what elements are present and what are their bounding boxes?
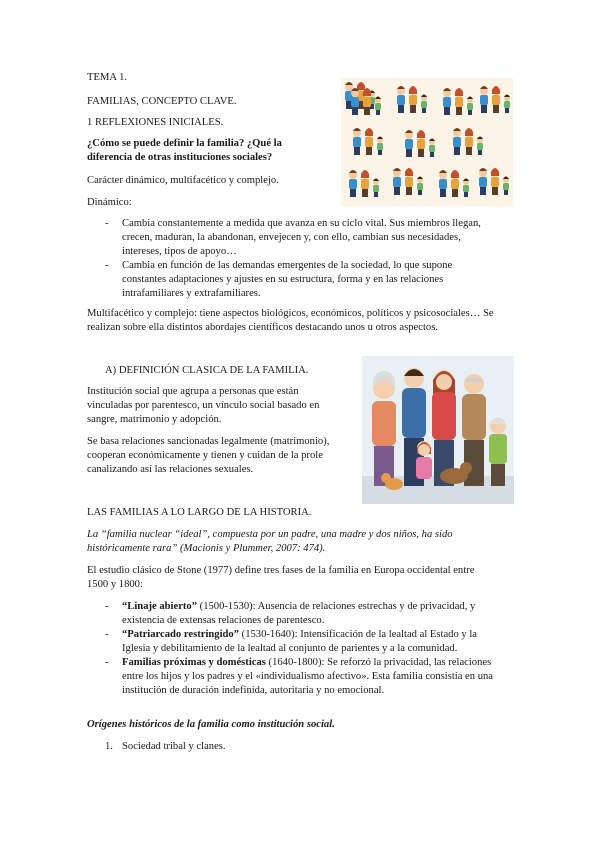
fase-line: institución de duración indefinida, autoritaria y no emocional. bbox=[122, 685, 385, 696]
list-bullet: - bbox=[105, 601, 109, 612]
list-item-line: crecen, maduran, la abandonan, envejecen y, con ello, cambian sus necesidades, bbox=[122, 232, 461, 243]
quote-line-2: históricamente rara” (Macionis y Plummer, 2007: 474). bbox=[87, 543, 326, 554]
list-bullet: - bbox=[105, 218, 109, 229]
definicion-line: Se basa relaciones sancionadas legalmente (matrimonio), bbox=[87, 436, 330, 447]
fase-name: “Patriarcado restringido” bbox=[122, 629, 240, 640]
definicion-line: canalizando así las relaciones sexuales. bbox=[87, 464, 254, 475]
fase-desc: (1640-1800): Se reforzó la privacidad, las relaciones bbox=[265, 657, 492, 668]
list-number: 1. bbox=[105, 741, 113, 752]
stone-line-2: 1500 y 1800: bbox=[87, 579, 143, 590]
multifacetico-line-2: realizan sobre ella distintos abordajes científicos destacando unos u otros aspectos. bbox=[87, 322, 438, 333]
dinamico-label: Dinámico: bbox=[87, 197, 132, 208]
fase-desc: (1530-1640): Intensificación de la lealtad al Estado y la bbox=[239, 629, 477, 640]
origenes-item: Sociedad tribal y clanes. bbox=[122, 741, 226, 752]
list-bullet: - bbox=[105, 657, 109, 668]
list-item-line: Cambia constantemente a medida que avanza en su ciclo vital. Sus miembros llegan, bbox=[122, 218, 481, 229]
multifacetico-line-1: Multifacético y complejo: tiene aspectos biológicos, económicos, políticos y psicosociales… Se bbox=[87, 308, 494, 319]
tema-label: TEMA 1. bbox=[87, 72, 128, 83]
list-item-line: Cambia en función de las demandas emergentes de la sociedad, lo que supone bbox=[122, 260, 453, 271]
fase-line: entre los hijos y los padres y el «individualismo afectivo». Esta familia consistía en una bbox=[122, 671, 493, 682]
definicion-line: cooperan económicamente y tienen y cuidan de la prole bbox=[87, 450, 323, 461]
stone-line-1: El estudio clásico de Stone (1977) define tres fases de la familia en Europa occidental entre bbox=[87, 565, 475, 576]
list-item-line: constantes adaptaciones y ajustes en su estructura, forma y en las relaciones bbox=[122, 274, 444, 285]
section-heading-reflexiones: 1 REFLEXIONES INICIALES. bbox=[87, 117, 224, 128]
definicion-line: Institución social que agrupa a personas que están bbox=[87, 386, 299, 397]
question-line-1: ¿Cómo se puede definir la familia? ¿Qué la bbox=[87, 138, 282, 149]
caracter-text: Carácter dinámico, multifacético y complejo. bbox=[87, 175, 279, 186]
fase-line: Iglesia y debilitamiento de la lealtad al conjunto de parientes y a la comunidad. bbox=[122, 643, 458, 654]
question-line-2: diferencia de otras instituciones sociales? bbox=[87, 152, 273, 163]
fase-line bbox=[122, 628, 477, 642]
list-item-line: intrafamiliares y extrafamiliares. bbox=[122, 288, 261, 299]
definicion-line: sangre, matrimonio y adopción. bbox=[87, 414, 222, 425]
fase-line: existencia de extensas relaciones de parentesco. bbox=[122, 615, 325, 626]
section-heading-origenes: Orígenes históricos de la familia como institución social. bbox=[87, 719, 335, 730]
list-item-line: intereses, tipos de apoyo… bbox=[122, 246, 237, 257]
family-groups-illustration bbox=[341, 78, 513, 206]
quote-line-1: La “familia nuclear “ideal”, compuesta por un padre, una madre y dos niños, ha sido bbox=[87, 529, 453, 540]
list-bullet: - bbox=[105, 260, 109, 271]
family-groups-image bbox=[341, 78, 513, 206]
fase-line bbox=[122, 600, 475, 614]
extended-family-image bbox=[362, 356, 514, 504]
fase-line bbox=[122, 656, 491, 670]
extended-family-illustration bbox=[362, 356, 514, 504]
definicion-line: vinculadas por parentesco, un vínculo social basado en bbox=[87, 400, 320, 411]
fase-desc: (1500-1530): Ausencia de relaciones estrechas y de privacidad, y bbox=[197, 601, 476, 612]
list-bullet: - bbox=[105, 629, 109, 640]
section-heading-definicion: A) DEFINICIÓN CLASICA DE LA FAMILIA. bbox=[105, 365, 309, 376]
fase-name: Familias próximas y domésticas bbox=[122, 657, 266, 668]
fase-name: “Linaje abierto” bbox=[122, 601, 198, 612]
page-title: FAMILIAS, CONCEPTO CLAVE. bbox=[87, 96, 237, 107]
section-heading-historia: LAS FAMILIAS A LO LARGO DE LA HISTORIA. bbox=[87, 507, 312, 518]
